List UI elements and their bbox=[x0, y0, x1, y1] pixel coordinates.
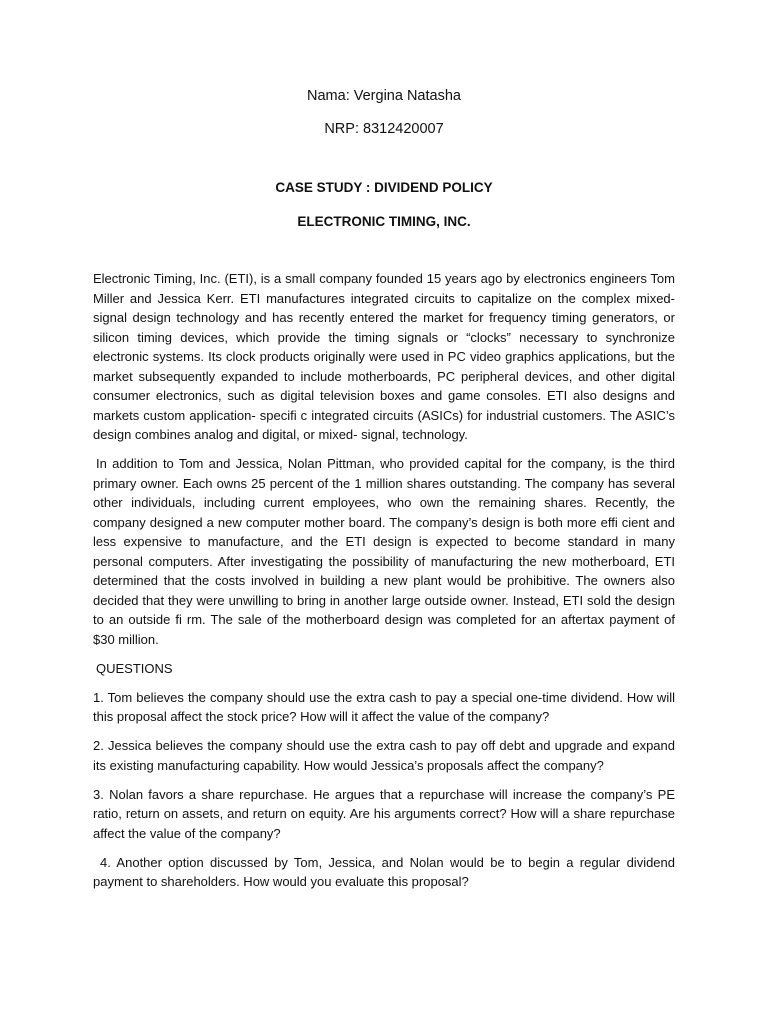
questions-heading: QUESTIONS bbox=[96, 660, 173, 676]
document-body bbox=[93, 269, 675, 901]
background-paragraph: In addition to Tom and Jessica, Nolan Pittman, who provided capital for the company, is the third primary owner. Each owns 25 percent of the 1 million shares outstanding. The company has several other individuals, including current employees, who own the remaining shares. Recently, the company designed a new computer mother board. The company’s design is both more effi cient and less expensive to manufacture, and the ETI design is expected to become standard in many personal computers. After investigating the possibility of manufacturing the new motherboard, ETI determined that the costs involved in building a new plant would be prohibitive. The owners also decided that they were unwilling to bring in another large outside owner. Instead, ETI sold the design to an outside fi rm. The sale of the motherboard design was completed for an aftertax payment of $30 million. bbox=[93, 456, 675, 647]
question-1: 1. Tom believes the company should use the extra cash to pay a special one-time dividend. How will this proposal affect the stock price? How will it affect the value of the company? bbox=[93, 689, 675, 724]
intro-paragraph: Electronic Timing, Inc. (ETI), is a small company founded 15 years ago by electronics engineers Tom Miller and Jessica Kerr. ETI manufactures integrated circuits to capitalize on the complex mixed-signal design technology and has recently entered the market for frequency timing generators, or silicon timing devices, which provide the timing signals or “clocks” necessary to synchronize electronic systems. Its clock products originally were used in PC video graphics applications, but the market subsequently expanded to include motherboards, PC peripheral devices, and other digital consumer electronics, such as digital television boxes and game consoles. ETI also designs and markets custom application- specifi c integrated circuits (ASICs) for industrial customers. The ASIC’s design combines analog and digital, or mixed- signal, technology. bbox=[93, 271, 675, 442]
question-2: 2. Jessica believes the company should use the extra cash to pay off debt and upgrade and expand its existing manufacturing capability. How would Jessica’s proposals affect the company? bbox=[93, 738, 675, 773]
question-4: 4. Another option discussed by Tom, Jessica, and Nolan would be to begin a regular dividend payment to shareholders. How would you evaluate this proposal? bbox=[93, 854, 675, 889]
company-title: ELECTRONIC TIMING, INC. bbox=[297, 214, 471, 229]
student-nrp: NRP: 8312420007 bbox=[324, 121, 444, 137]
student-name: Nama: Vergina Natasha bbox=[307, 88, 461, 104]
question-3: 3. Nolan favors a share repurchase. He argues that a repurchase will increase the company’s PE ratio, return on assets, and return on equity. Are his arguments correct? How will a share repurchase affect the value of the company? bbox=[93, 786, 675, 841]
case-study-title: CASE STUDY : DIVIDEND POLICY bbox=[275, 180, 493, 195]
